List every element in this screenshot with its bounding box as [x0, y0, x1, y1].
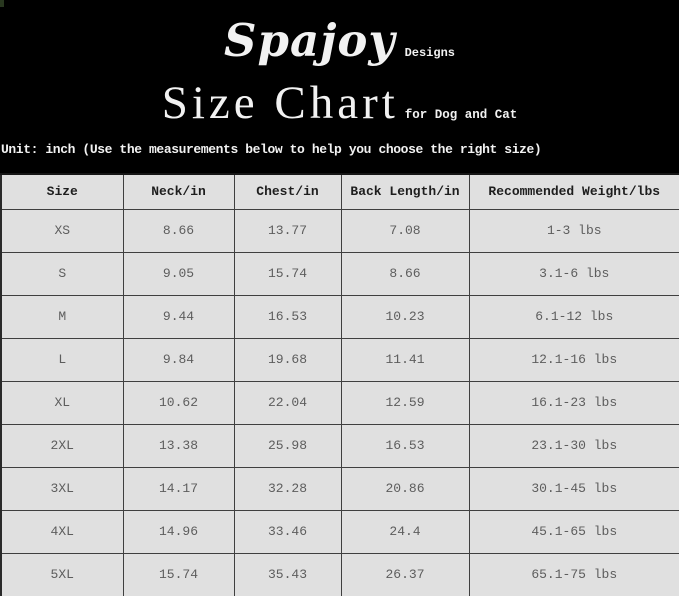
- size-label-cell: M: [1, 295, 123, 338]
- value-cell: 1-3 lbs: [469, 209, 679, 252]
- table-row: [1, 209, 679, 252]
- value-cell: 22.04: [234, 381, 341, 424]
- value-cell: 15.74: [123, 553, 234, 596]
- size-label-cell: 3XL: [1, 467, 123, 510]
- unit-note: Unit: inch (Use the measurements below to help you choose the right size): [1, 142, 542, 157]
- value-cell: 26.37: [341, 553, 469, 596]
- value-cell: 16.53: [234, 295, 341, 338]
- corner-artifact: [0, 0, 4, 7]
- value-cell: 24.4: [341, 510, 469, 553]
- value-cell: 45.1-65 lbs: [469, 510, 679, 553]
- page-title: Size Chart: [161, 77, 399, 129]
- size-label-cell: S: [1, 252, 123, 295]
- value-cell: 9.44: [123, 295, 234, 338]
- column-header-weight: Recommended Weight/lbs: [469, 174, 679, 209]
- table-row: [1, 338, 679, 381]
- table-row: [1, 553, 679, 596]
- value-cell: 65.1-75 lbs: [469, 553, 679, 596]
- table-row: [1, 467, 679, 510]
- header-row: [1, 174, 679, 209]
- value-cell: 16.53: [341, 424, 469, 467]
- value-cell: 30.1-45 lbs: [469, 467, 679, 510]
- table-row: [1, 510, 679, 553]
- table-row: [1, 381, 679, 424]
- value-cell: 9.05: [123, 252, 234, 295]
- value-cell: 10.62: [123, 381, 234, 424]
- size-label-cell: L: [1, 338, 123, 381]
- value-cell: 25.98: [234, 424, 341, 467]
- value-cell: 6.1-12 lbs: [469, 295, 679, 338]
- value-cell: 16.1-23 lbs: [469, 381, 679, 424]
- table-row: [1, 252, 679, 295]
- value-cell: 20.86: [341, 467, 469, 510]
- value-cell: 23.1-30 lbs: [469, 424, 679, 467]
- size-label-cell: 2XL: [1, 424, 123, 467]
- size-label-cell: 4XL: [1, 510, 123, 553]
- value-cell: 35.43: [234, 553, 341, 596]
- brand-line: [0, 14, 679, 67]
- column-header-chest: Chest/in: [234, 174, 341, 209]
- table-header: [1, 174, 679, 209]
- value-cell: 11.41: [341, 338, 469, 381]
- size-label-cell: XS: [1, 209, 123, 252]
- brand-name: Spajoy: [224, 14, 396, 67]
- size-label-cell: 5XL: [1, 553, 123, 596]
- page-subtitle: for Dog and Cat: [404, 108, 518, 122]
- value-cell: 15.74: [234, 252, 341, 295]
- value-cell: 7.08: [341, 209, 469, 252]
- value-cell: 14.17: [123, 467, 234, 510]
- value-cell: 13.38: [123, 424, 234, 467]
- value-cell: 8.66: [123, 209, 234, 252]
- value-cell: 19.68: [234, 338, 341, 381]
- column-header-neck: Neck/in: [123, 174, 234, 209]
- value-cell: 9.84: [123, 338, 234, 381]
- table-row: [1, 424, 679, 467]
- value-cell: 12.1-16 lbs: [469, 338, 679, 381]
- value-cell: 32.28: [234, 467, 341, 510]
- value-cell: 8.66: [341, 252, 469, 295]
- value-cell: 10.23: [341, 295, 469, 338]
- hero-banner: [0, 0, 679, 173]
- column-header-size: Size: [1, 174, 123, 209]
- value-cell: 12.59: [341, 381, 469, 424]
- value-cell: 13.77: [234, 209, 341, 252]
- value-cell: 3.1-6 lbs: [469, 252, 679, 295]
- table-body: [1, 209, 679, 596]
- value-cell: 14.96: [123, 510, 234, 553]
- value-cell: 33.46: [234, 510, 341, 553]
- table-row: [1, 295, 679, 338]
- brand-suffix: Designs: [404, 46, 455, 60]
- size-label-cell: XL: [1, 381, 123, 424]
- size-table-section: [0, 173, 679, 595]
- column-header-back-length: Back Length/in: [341, 174, 469, 209]
- title-line: [0, 77, 679, 129]
- size-table: [0, 173, 679, 596]
